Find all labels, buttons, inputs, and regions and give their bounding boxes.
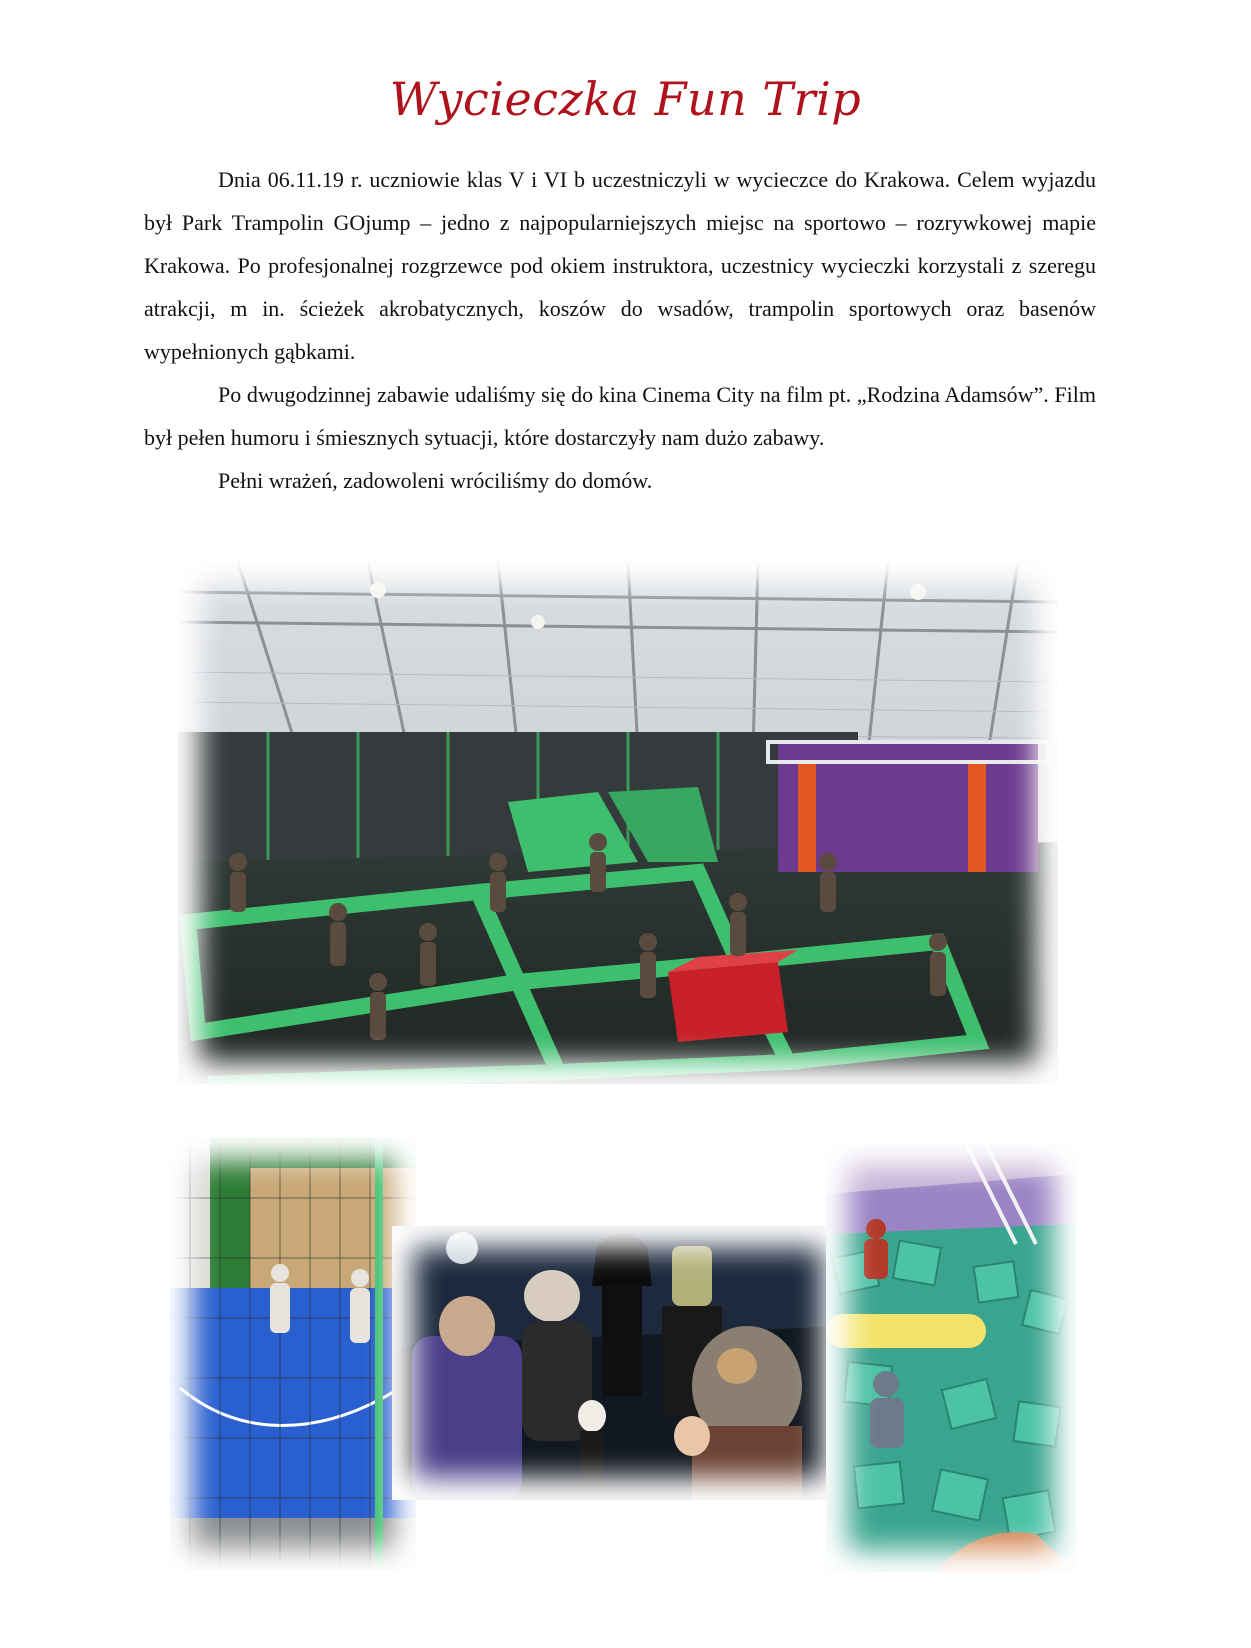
paragraph-3: Pełni wrażeń, zadowoleni wróciliśmy do domów. (218, 468, 653, 493)
movie-still-photo (392, 1226, 844, 1500)
trampoline-park-photo (178, 562, 1058, 1084)
court-photo (170, 1138, 416, 1570)
document-body (144, 158, 1096, 502)
document-title: Wycieczka Fun Trip (389, 72, 862, 126)
paragraph-1: Dnia 06.11.19 r. uczniowie klas V i VI b uczestniczyli w wycieczce do Krakowa. Celem wyjazdu był Park Trampolin GOjump – jedno z najpopularniejszych miejsc na sportowo – rozrywkowej mapie Krakowa. Po profesjonalnej rozgrzewce pod okiem instruktora, uczestnicy wycieczki korzystali z szeregu atrakcji, m in. ścieżek akrobatycznych, koszów do wsadów, trampolin sportowych oraz basenów wypełnionych gąbkami. (144, 167, 1096, 364)
paragraph-2: Po dwugodzinnej zabawie udaliśmy się do kina Cinema City na film pt. „Rodzina Adamsów”. Film był pełen humoru i śmiesznych sytuacji, które dostarczyły nam dużo zabawy. (144, 382, 1096, 450)
foam-pit-photo (826, 1144, 1076, 1572)
